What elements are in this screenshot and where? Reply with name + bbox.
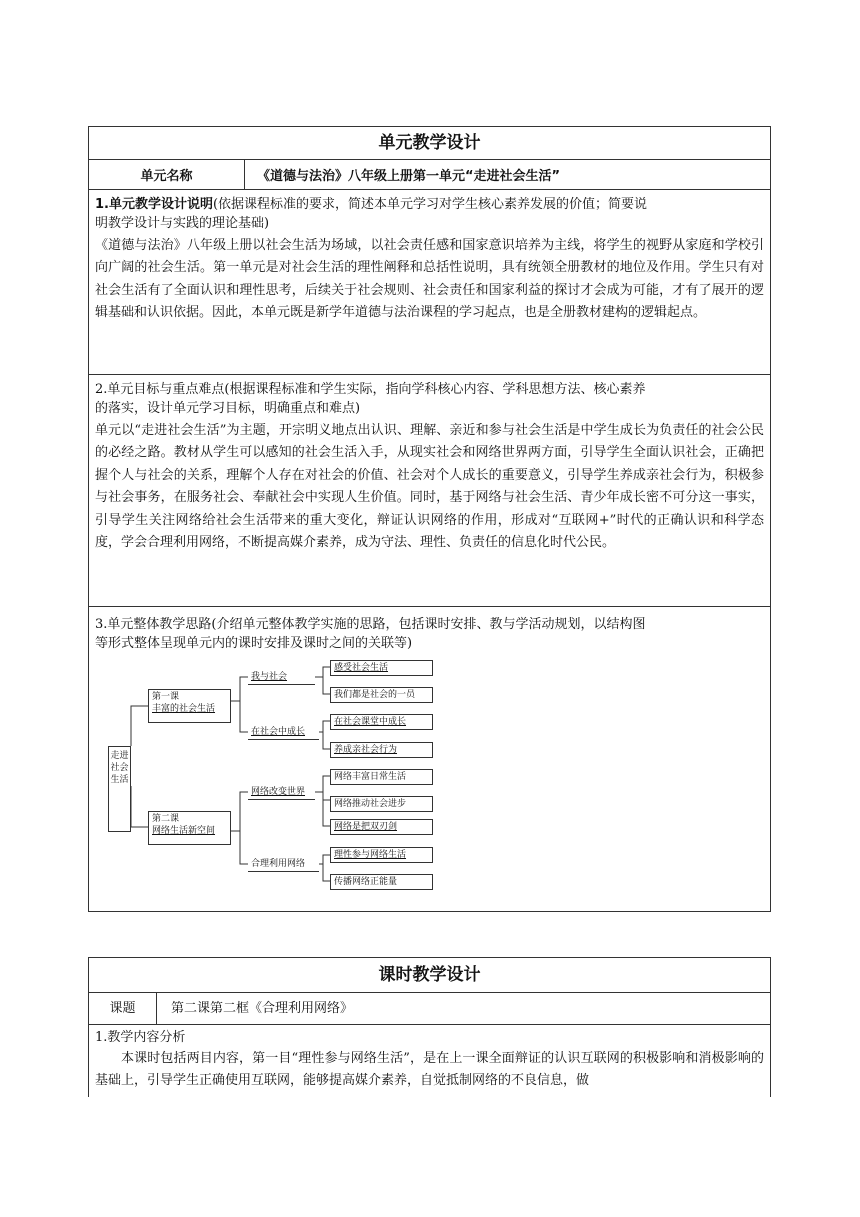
lesson-1-node: [148, 689, 231, 723]
section-1-heading: [89, 195, 770, 214]
lesson-design-table: [88, 957, 771, 1097]
section-2-heading-line2: 的落实，设计单元学习目标，明确重点和难点): [95, 401, 361, 416]
leaf-node-8: 理性参与网络生活: [330, 847, 433, 863]
section-1-heading-rest: (依据课程标准的要求，简述本单元学习对学生核心素养发展的价值；简要说: [212, 197, 648, 212]
root-node: 走进社会生活: [108, 746, 131, 832]
lesson-content-analysis: [89, 1024, 770, 1098]
leaf-node-9: 传播网络正能量: [330, 874, 433, 890]
lesson-table-title: 课时教学设计: [378, 965, 481, 985]
section-goals: [89, 374, 770, 606]
leaf-node-5: 网络丰富日常生活: [330, 769, 433, 785]
section-2-body: 单元以“走进社会生活”为主题，开宗明义地点出认识、理解、亲近和参与社会生活是中学生成长为负责任的社会公民的必经之路。教材从学生可以感知的社会生活入手，从现实社会和网络世界两方面，引导学生全面认识社会，正确把握个人与社会的关系，理解个人存在对社会的价值、社会对个人成长的重要意义，引导学生养成亲社会行为，积极参与社会事务，在服务社会、奉献社会中实现人生价值。同时，基于网络与社会生活、青少年成长密不可分这一事实，引导学生关注网络给社会生活带来的重大变化，辩证认识网络的作用，形成对“互联网+”时代的正确认识和科学态度，学会合理利用网络，不断提高媒介素养，成为守法、理性、负责任的信息化时代公民。: [95, 423, 764, 551]
unit-name-label: 单元名称: [89, 160, 245, 189]
leaf-node-1: 感受社会生活: [330, 660, 433, 676]
unit-structure-diagram: [103, 659, 443, 904]
lesson-1-line2: 丰富的社会生活: [152, 704, 216, 714]
lesson-2-node: [148, 811, 231, 845]
frame-node-3: 网络改变世界: [248, 785, 315, 800]
section-teaching-approach: [89, 606, 770, 911]
section-design-explanation: [89, 189, 770, 374]
lesson-table-title-row: [89, 958, 770, 992]
leaf-node-6: 网络推动社会进步: [330, 796, 433, 812]
lesson-2-line2: 网络生活新空间: [152, 826, 216, 836]
lesson-section-1-heading: 1.教学内容分析: [95, 1030, 186, 1045]
section-2-heading-line1: 2.单元目标与重点难点(根据课程标准和学生实际，指向学科核心内容、学科思想方法、核心素养: [95, 382, 646, 397]
leaf-node-3: 在社会课堂中成长: [330, 714, 433, 730]
section-1-heading-line2: 明教学设计与实践的理论基础): [95, 216, 270, 231]
section-3-heading-line1: 3.单元整体教学思路(介绍单元整体教学实施的思路，包括课时安排、教与学活动规划，以结构图: [95, 617, 646, 632]
frame-node-4: 合理利用网络: [248, 857, 319, 872]
unit-design-table: [88, 126, 771, 912]
section-1-body: 《道德与法治》八年级上册以社会生活为场域，以社会责任感和国家意识培养为主线，将学生的视野从家庭和学校引向广阔的社会生活。第一单元是对社会生活的理性阐释和总括性说明，具有统领全册教材的地位及作用。学生只有对社会生活有了全面认识和理性思考，后续关于社会规则、社会责任和国家利益的探讨才会成为可能，才有了展开的逻辑基础和认识依据。因此，本单元既是新学年道德与法治课程的学习起点，也是全册教材建构的逻辑起点。: [95, 238, 764, 321]
leaf-node-2: 我们都是社会的一员: [330, 687, 433, 703]
unit-table-title-row: [89, 127, 770, 159]
lesson-topic-label: 课题: [89, 993, 157, 1024]
leaf-node-4: 养成亲社会行为: [330, 742, 433, 758]
lesson-section-1-body: 本课时包括两目内容，第一目“理性参与网络生活”，是在上一课全面辩证的认识互联网的积极影响和消极影响的基础上，引导学生正确使用互联网，能够提高媒介素养，自觉抵制网络的不良信息，做: [95, 1051, 764, 1089]
section-1-heading-bold: 1.单元教学设计说明: [95, 197, 213, 212]
lesson-2-line1: 第二课: [152, 814, 180, 824]
frame-node-2: 在社会中成长: [248, 725, 319, 740]
section-3-heading-line2: 等形式整体呈现单元内的课时安排及课时之间的关联等): [95, 636, 413, 651]
unit-table-title: 单元教学设计: [378, 133, 481, 153]
frame-node-1: 我与社会: [248, 670, 315, 685]
lesson-1-line1: 第一课: [152, 692, 180, 702]
lesson-topic-row: [89, 992, 770, 1024]
unit-name-value: 《道德与法治》八年级上册第一单元“走进社会生活”: [257, 169, 561, 184]
unit-name-row: [89, 159, 770, 189]
lesson-topic-value: 第二课第二框《合理利用网络》: [171, 1000, 354, 1016]
leaf-node-7: 网络是把双刃剑: [330, 819, 433, 835]
